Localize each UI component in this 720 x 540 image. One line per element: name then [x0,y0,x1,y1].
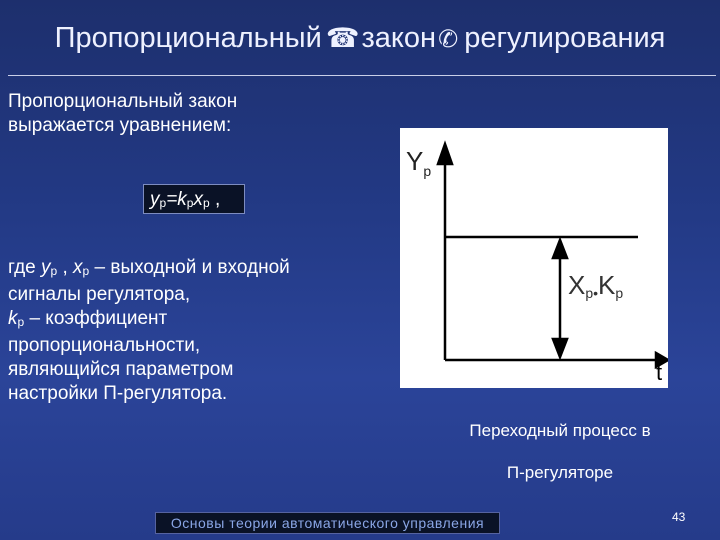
desc-where: где [8,257,42,278]
formula-sub-2: р [186,196,194,210]
amplitude-arrow-top [553,240,567,258]
desc-line-5: являющийся параметром [8,359,234,380]
formula-eq-k: =k [166,189,187,210]
desc-y: y [41,257,51,278]
desc-k-sub: р [17,315,25,329]
y-axis-label: $Y_p$ [406,146,432,179]
page-number: 43 [672,510,686,524]
y-axis-arrowhead [438,144,452,164]
formula-sub-1: р [159,196,167,210]
x-axis-label: t [656,360,663,385]
intro-text [8,90,237,138]
formula-box [143,184,245,214]
formula-y: y [150,189,160,210]
amplitude-arrow-bottom [553,339,567,357]
intro-line-1: Пропорциональный закон [8,91,238,112]
desc-y-sub: р [50,264,58,278]
title-part-3: регулирования [464,22,666,54]
caption-line-2: П-регуляторе [506,463,614,482]
desc-line-2: сигналы регулятора, [8,284,191,305]
desc-x: x [73,257,83,278]
desc-sep: , [57,257,74,278]
formula-x: x [193,189,203,210]
step-response-plot [400,128,668,388]
slide-title [0,22,720,55]
desc-k-rest: – коэффициент [24,308,168,329]
plot-caption [420,410,700,494]
desc-line-1 [8,256,378,283]
desc-rest: – выходной и входной [89,257,290,278]
footer-title: Основы теории автоматического управления [155,512,500,534]
plot-svg [400,128,668,388]
intro-line-2: выражается уравнением: [8,115,232,136]
desc-line-4: пропорциональности, [8,335,201,356]
formula-tail: , [209,189,221,210]
phone-icon: ☎ [325,23,360,54]
desc-x-sub: р [82,264,90,278]
title-divider [8,75,716,76]
amplitude-label: Xp•Kp [568,270,624,301]
hook-icon: ✆ [438,25,459,53]
title-part-1: Пропорциональный [54,22,322,54]
formula-sub-3: р [202,196,210,210]
caption-line-1: Переходный процесс в [469,421,651,440]
desc-line-6: настройки П-регулятора. [8,383,228,404]
desc-k: k [8,308,18,329]
description [8,256,378,406]
title-part-2: закон [361,22,437,54]
desc-line-3 [8,307,378,334]
